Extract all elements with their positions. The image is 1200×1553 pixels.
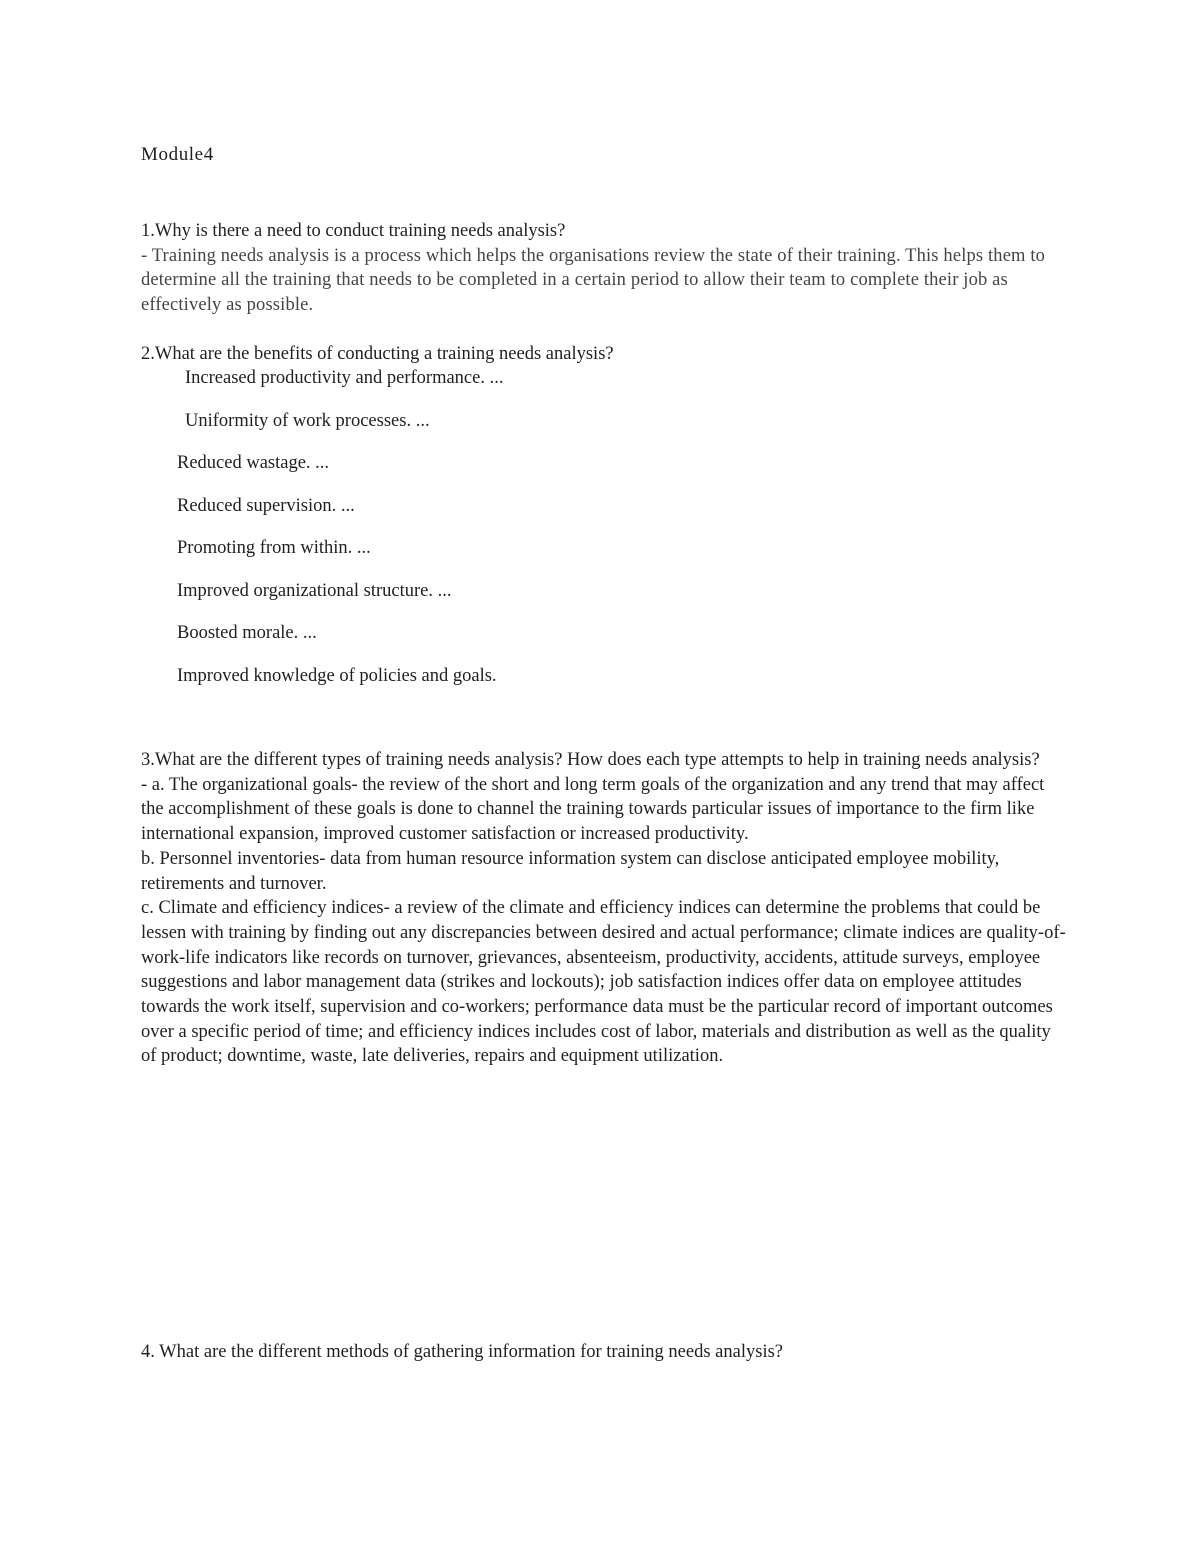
question-2-section xyxy=(141,342,1066,367)
benefit-item: Uniformity of work processes. ... xyxy=(185,411,430,431)
question-1-section xyxy=(141,219,1066,318)
question-1: 1.Why is there a need to conduct training needs analysis? xyxy=(141,221,566,241)
benefit-item: Increased productivity and performance. ... xyxy=(185,368,504,388)
benefit-item: Reduced wastage. ... xyxy=(177,453,330,473)
question-3: 3.What are the different types of training needs analysis? How does each type attempts to help in training needs analysis? xyxy=(141,750,1040,770)
answer-3c: c. Climate and efficiency indices- a review of the climate and efficiency indices can determine the problems that could be lessen with training by finding out any discrepancies between desired and actual performance; climate indices are quality-of-work-life indicators like records on turnover, grievances, absenteeism, productivity, accidents, attitude surveys, employee suggestions and labor management data (strikes and lockouts); job satisfaction indices offer data on employee attitudes towards the work itself, supervision and co-workers; performance data must be the particular record of important outcomes over a specific period of time; and efficiency indices includes cost of labor, materials and distribution as well as the quality of product; downtime, waste, late deliveries, repairs and equipment utilization. xyxy=(141,898,1066,1067)
benefit-item: Improved knowledge of policies and goals. xyxy=(177,666,497,686)
benefit-item: Boosted morale. ... xyxy=(177,623,317,643)
question-4: 4. What are the different methods of gathering information for training needs analysis? xyxy=(141,1342,783,1362)
answer-3a: - a. The organizational goals- the review of the short and long term goals of the organization and any trend that may affect the accomplishment of these goals is done to channel the training towards particular issues of importance to the firm like international expansion, improved customer satisfaction or increased productivity. xyxy=(141,774,1045,845)
benefit-item: Improved organizational structure. ... xyxy=(177,581,452,601)
benefit-item: Reduced supervision. ... xyxy=(177,496,355,516)
benefit-item: Promoting from within. ... xyxy=(177,538,371,558)
question-2: 2.What are the benefits of conducting a training needs analysis? xyxy=(141,344,614,364)
answer-3b: b. Personnel inventories- data from human resource information system can disclose anticipated employee mobility, retirements and turnover. xyxy=(141,848,1000,894)
question-4-section xyxy=(141,1340,1066,1365)
answer-1: - Training needs analysis is a process which helps the organisations review the state of their training. This helps them to determine all the training that needs to be completed in a certain period to allow their team to complete their job as effectively as possible. xyxy=(141,245,1046,316)
question-3-section xyxy=(141,748,1066,1069)
document-title: Module4 xyxy=(141,144,214,165)
